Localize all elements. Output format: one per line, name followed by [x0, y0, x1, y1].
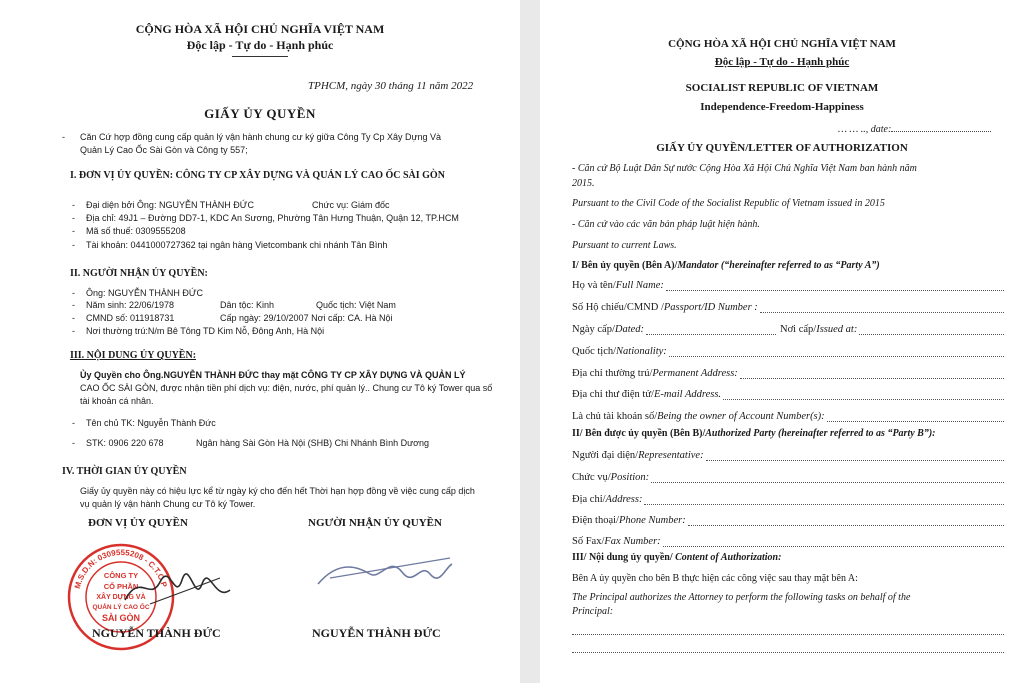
- party-a-heading: I/ Bên ủy quyền (Bên A)/Mandator (“hereinafter referred to as “Party A”): [572, 260, 880, 271]
- field-representative[interactable]: Người đại diện/ Representative:: [572, 450, 1004, 461]
- signature-right: [310, 548, 460, 598]
- svg-text:QUẢN LÝ CAO ỐC: QUẢN LÝ CAO ỐC: [92, 604, 150, 611]
- s3-line-2: CAO ỐC SÀI GÒN, được nhận tiền phí dịch vụ: điện, nước, phí quản lý.. Chung cư Tô ký Tower qua số: [80, 383, 493, 393]
- section-2-heading: II. NGƯỜI NHẬN ỦY QUYỀN:: [70, 268, 208, 279]
- s2-id-number: CMND số: 011918731: [86, 313, 175, 323]
- s4-line-2: vụ quản lý vận hành Chung cư Tô ký Tower.: [80, 499, 256, 509]
- s2-name: Ông: NGUYỄN THÀNH ĐỨC: [86, 288, 204, 298]
- motto-underline: [232, 56, 288, 57]
- right-document-page: [540, 0, 1024, 683]
- s3-line-1: Ủy Quyền cho Ông.NGUYỄN THÀNH ĐỨC thay mặt CÔNG TY CP XÂY DỰNG VÀ QUẢN LÝ: [80, 370, 466, 380]
- svg-text:CÔNG TY: CÔNG TY: [103, 571, 139, 580]
- s3-account-number: STK: 0906 220 678: [86, 438, 164, 448]
- content-blank-line-1[interactable]: [572, 634, 1004, 635]
- left-document-page: CỘNG HÒA XÃ HỘI CHỦ NGHĨA VIỆT NAM Độc lập - Tự do - Hạnh phúc TPHCM, ngày 30 tháng 11 năm 2022 GIẤY ỦY QUYỀN - Căn Cứ hợp đồng cung cấp quản lý vận hành chung cư ký giữa Công Ty Cp Xây Dựng Và Quản Lý Cao Ốc Sài Gòn và Công ty 557; I. ĐƠN VỊ ỦY QUYỀN: CÔNG TY CP XÂY DỰNG VÀ QUẢN LÝ CAO ỐC SÀI GÒN - Đại diện bởi Ông: NGUYỄN THÀNH ĐỨC Chức vụ: Giám đốc - Địa chỉ: 49J1 – Đường DD7-1, KDC An Sương, Phường Tân Hưng Thuận, Quận 12, TP.HCM - Mã số thuế: 0309555208 - Tài khoản: 0441000727362 tại ngân hàng Vietcombank chi nhánh Tân Bình II. NGƯỜI NHẬN ỦY QUYỀN: - Ông: NGUYỄN THÀNH ĐỨC - Năm sinh: 22/06/1978 Dân tộc: Kinh Quốc tịch: Việt Nam - CMND số: 011918731 Cấp ngày: 29/10/2007 Nơi cấp: CA. Hà Nội - Nơi thường trú:N/m Bê Tông TD Kim Nỗ, Đông Anh, Hà Nội III. NỘI DUNG ỦY QUYỀN: Ủy Quyền cho Ông.NGUYỄN THÀNH ĐỨC thay mặt CÔNG TY CP XÂY DỰNG VÀ QUẢN LÝ CAO ỐC SÀI GÒN, được nhận tiền phí dịch vụ: điện, nước, phí quản lý.. Chung cư Tô ký Tower qua số tài khoản cá nhân. - Tên chủ TK: Nguyễn Thành Đức - STK: 0906 220 678 Ngân hàng Sài Gòn Hà Nội (SHB) Chi Nhánh Bình Dương IV. THỜI GIAN ỦY QUYỀN Giấy ủy quyền này có hiệu lực kể từ ngày ký cho đến hết Thời hạn hợp đồng về việc cung cấp dịch vụ quản lý vận hành Chung cư Tô ký Tower. ĐƠN VỊ ỦY QUYỀN NGƯỜI NHẬN ỦY QUYỀN M.S.D.N: 0309555208 - C.T.C.P CÔNG TY CỔ PHẦN XÂY DỰNG VÀ QUẢN LÝ CAO ỐC SÀI GÒN NGUYỄN THÀNH ĐỨC NGUYỄN THÀNH ĐỨC: [0, 0, 520, 683]
- basis-line-1: Căn Cứ hợp đồng cung cấp quản lý vận hành chung cư ký giữa Công Ty Cp Xây Dựng Và: [80, 132, 442, 142]
- signature-right-name: NGUYỄN THÀNH ĐỨC: [312, 626, 441, 640]
- signature-left: [120, 562, 240, 612]
- s1-tax-code: Mã số thuế: 0309555208: [86, 226, 186, 236]
- field-full-name[interactable]: Họ và tên/ Full Name:: [572, 280, 1004, 291]
- field-passport-id[interactable]: Số Hộ chiếu/CMND / Passport/ID Number :: [572, 302, 1004, 313]
- s3-bank: Ngân hàng Sài Gòn Hà Nội (SHB) Chi Nhánh Bình Dương: [196, 438, 430, 448]
- section-1-heading: I. ĐƠN VỊ ỦY QUYỀN: CÔNG TY CP XÂY DỰNG VÀ QUẢN LÝ CAO ỐC SÀI GÒN: [70, 170, 445, 181]
- field-dated-issued-at[interactable]: Ngày cấp/ Dated: Nơi cấp/ Issued at:: [572, 324, 1004, 335]
- signature-left-title: ĐƠN VỊ ỦY QUYỀN: [88, 517, 188, 529]
- basis-1-line-2: 2015.: [572, 178, 595, 189]
- svg-text:SÀI GÒN: SÀI GÒN: [101, 613, 141, 623]
- document-title: GIẤY ỦY QUYỀN: [204, 106, 316, 121]
- motto-right: Độc lập - Tự do - Hạnh phúc: [714, 56, 850, 68]
- field-position[interactable]: Chức vụ/ Position:: [572, 472, 1004, 483]
- motto: Độc lập - Tự do - Hạnh phúc: [186, 38, 334, 52]
- date-line: … … .., date:: [838, 124, 991, 135]
- content-blank-line-2[interactable]: [572, 652, 1004, 653]
- section-3-heading: III. NỘI DUNG ỦY QUYỀN:: [70, 350, 197, 361]
- s1-address: Địa chỉ: 49J1 – Đường DD7-1, KDC An Sương, Phường Tân Hưng Thuận, Quận 12, TP.HCM: [86, 213, 459, 223]
- basis-1-en: Pursuant to the Civil Code of the Socialist Republic of Vietnam issued in 2015: [572, 198, 885, 209]
- s4-line-1: Giấy ủy quyền này có hiệu lực kể từ ngày ký cho đến hết Thời hạn hợp đồng về việc cung cấp dịch: [80, 486, 475, 496]
- field-nationality[interactable]: Quốc tịch/ Nationality:: [572, 346, 1004, 357]
- place-date: TPHCM, ngày 30 tháng 11 năm 2022: [308, 80, 474, 92]
- signature-right-title: NGƯỜI NHẬN ỦY QUYỀN: [308, 517, 442, 529]
- content-en-line-2: Principal:: [572, 606, 614, 617]
- s2-issued: Cấp ngày: 29/10/2007 Nơi cấp: CA. Hà Nội: [220, 313, 393, 323]
- field-email[interactable]: Địa chỉ thư điện tử/ E-mail Address.: [572, 389, 1004, 400]
- s1-position: Chức vụ: Giám đốc: [312, 200, 390, 210]
- s2-ethnic: Dân tộc: Kinh: [220, 300, 275, 310]
- section-4-heading: IV. THỜI GIAN ỦY QUYỀN: [62, 466, 187, 477]
- nation-title-en: SOCIALIST REPUBLIC OF VIETNAM: [685, 82, 879, 94]
- field-address[interactable]: Địa chỉ/ Address:: [572, 494, 1004, 505]
- basis-line-2: Quản Lý Cao Ốc Sài Gòn và Công ty 557;: [80, 145, 248, 155]
- authorization-title: GIẤY ỦY QUYỀN/LETTER OF AUTHORIZATION: [656, 142, 908, 154]
- s2-nationality: Quốc tịch: Việt Nam: [316, 300, 396, 310]
- field-fax[interactable]: Số Fax/ Fax Number:: [572, 536, 1004, 547]
- content-vi: Bên A ủy quyền cho bên B thực hiện các công việc sau thay mặt bên A:: [572, 573, 858, 584]
- s3-line-3: tài khoản cá nhân.: [80, 396, 154, 406]
- signature-left-name: NGUYỄN THÀNH ĐỨC: [92, 626, 221, 640]
- nation-title-right: CỘNG HÒA XÃ HỘI CHỦ NGHĨA VIỆT NAM: [668, 38, 896, 50]
- nation-title: CỘNG HÒA XÃ HỘI CHỦ NGHĨA VIỆT NAM: [135, 22, 385, 36]
- content-en-line-1: The Principal authorizes the Attorney to perform the following tasks on behalf of the: [572, 592, 911, 603]
- s2-birth: Năm sinh: 22/06/1978: [86, 300, 175, 310]
- party-b-heading: II/ Bên được ủy quyền (Bên B)/Authorized Party (hereinafter referred to as “Party B”):: [572, 428, 936, 439]
- motto-en: Independence-Freedom-Happiness: [700, 101, 864, 113]
- field-account-number[interactable]: Là chủ tài khoản số/ Being the owner of Account Number(s):: [572, 411, 1004, 422]
- s3-account-holder: Tên chủ TK: Nguyễn Thành Đức: [86, 418, 216, 428]
- svg-text:XÂY DỰNG VÀ: XÂY DỰNG VÀ: [96, 594, 146, 601]
- field-permanent-address[interactable]: Địa chỉ thường trú/ Permanent Address:: [572, 368, 1004, 379]
- content-heading: III/ Nội dung ủy quyền/ Content of Authorization:: [572, 552, 782, 563]
- svg-text:CỔ PHẦN: CỔ PHẦN: [103, 582, 139, 591]
- s1-representative: Đại diện bởi Ông: NGUYỄN THÀNH ĐỨC: [86, 200, 254, 210]
- basis-2: - Căn cứ vào các văn bản pháp luật hiện hành.: [572, 219, 760, 230]
- svg-text:M.S.D.N: 0309555208 - C.T.C.P: M.S.D.N: 0309555208 - C.T.C.P: [72, 547, 169, 590]
- field-phone[interactable]: Điện thoại/ Phone Number:: [572, 515, 1004, 526]
- basis-2-en: Pursuant to current Laws.: [572, 240, 677, 251]
- basis-1-line-1: - Căn cứ Bộ Luật Dân Sự nước Cộng Hòa Xã Hội Chủ Nghĩa Việt Nam ban hành năm: [572, 163, 917, 174]
- s1-bank-account: Tài khoản: 0441000727362 tại ngân hàng Vietcombank chi nhánh Tân Bình: [86, 240, 388, 250]
- s2-residence: Nơi thường trú:N/m Bê Tông TD Kim Nỗ, Đông Anh, Hà Nội: [86, 326, 325, 336]
- basis-bullet: -: [62, 132, 65, 142]
